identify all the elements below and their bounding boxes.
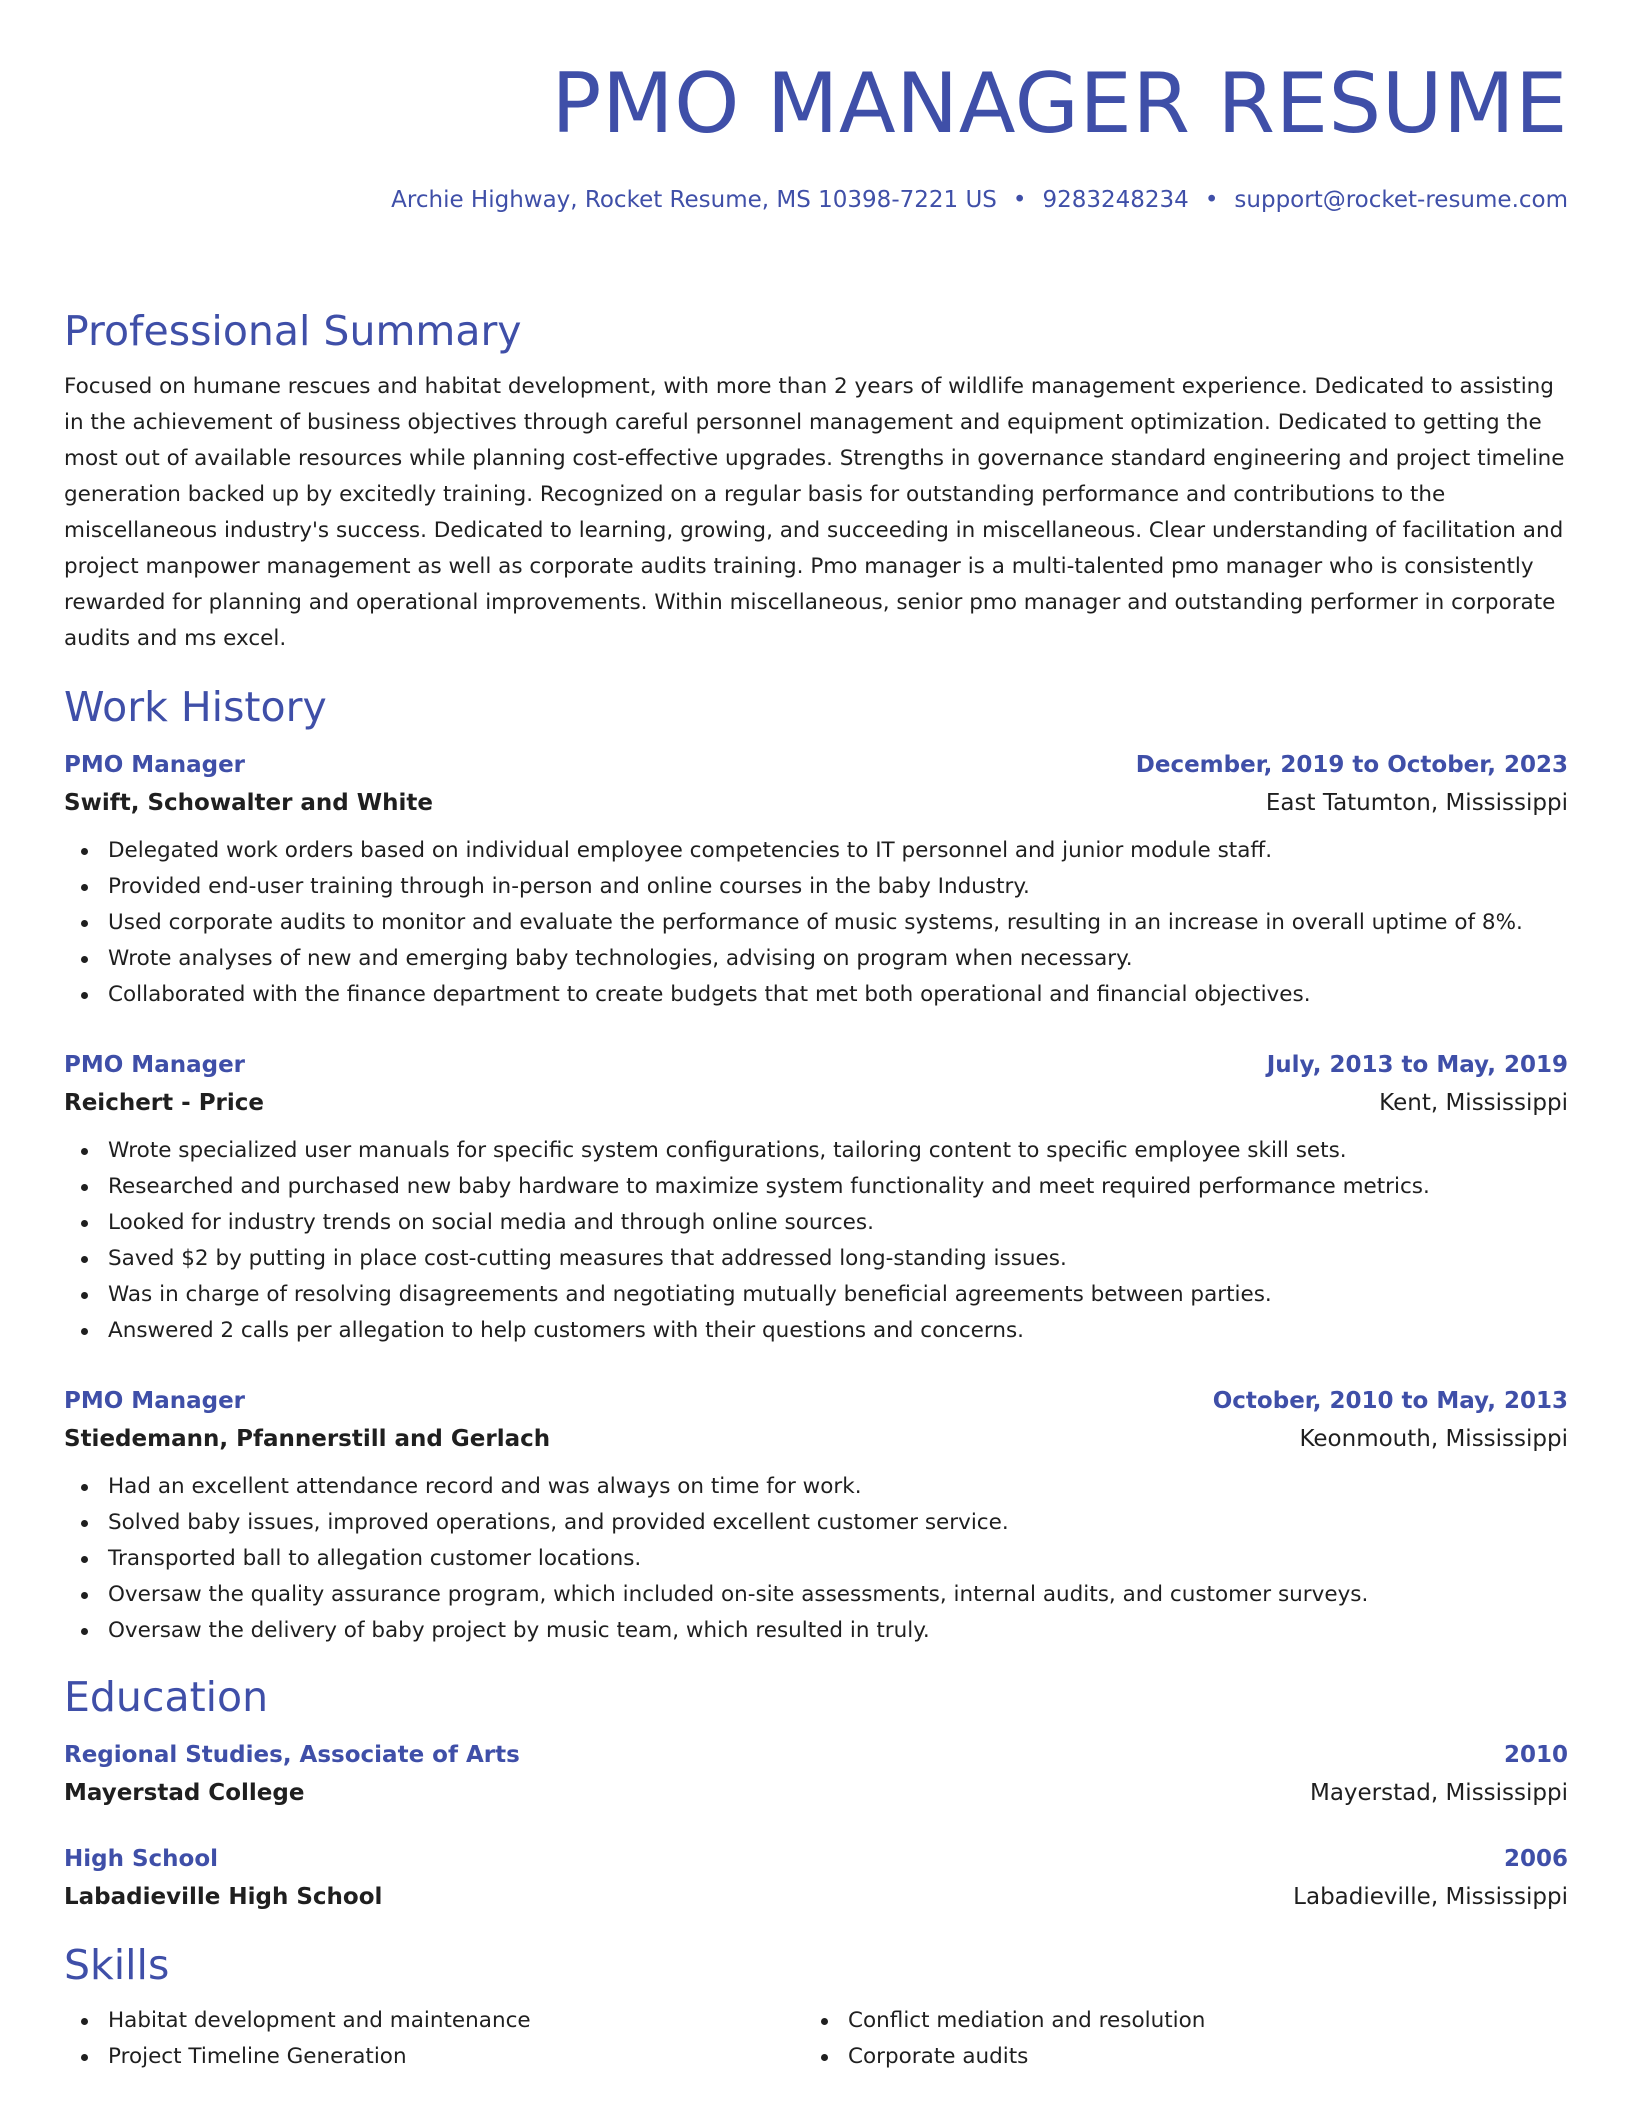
- education-year: 2010: [1503, 1742, 1568, 1768]
- job-title: PMO Manager: [64, 1388, 246, 1414]
- job-header-row: [64, 745, 1568, 785]
- education-list: [64, 1735, 1568, 1915]
- skill-item: Conflict mediation and resolution: [848, 2003, 1544, 2039]
- education-header-row: [64, 1735, 1568, 1775]
- job-company: Reichert - Price: [64, 1090, 265, 1116]
- education-degree: High School: [64, 1846, 219, 1872]
- job-location: East Tatumton, Mississippi: [1265, 790, 1568, 816]
- skills-section: [64, 1939, 1568, 2075]
- contact-address: Archie Highway, Rocket Resume, MS 10398-7221 US: [391, 187, 997, 213]
- job-entry: [64, 1045, 1568, 1349]
- job-title: PMO Manager: [64, 1052, 246, 1078]
- job-entry: [64, 745, 1568, 1013]
- education-school: Labadieville High School: [64, 1884, 383, 1910]
- job-dates: December, 2019 to October, 2023: [1135, 752, 1568, 778]
- job-bullet: Delegated work orders based on individual employee competencies to IT personnel and junior module staff.: [108, 833, 1568, 869]
- education-entry: [64, 1839, 1568, 1915]
- job-company: Swift, Schowalter and White: [64, 790, 433, 816]
- job-dates: July, 2013 to May, 2019: [1266, 1052, 1568, 1078]
- job-bullet: Wrote analyses of new and emerging baby technologies, advising on program when necessary.: [108, 941, 1568, 977]
- job-bullet: Had an excellent attendance record and was always on time for work.: [108, 1469, 1568, 1505]
- education-header-row: [64, 1839, 1568, 1879]
- education-year: 2006: [1503, 1846, 1568, 1872]
- summary-heading: Professional Summary: [64, 307, 522, 355]
- resume-title: PMO MANAGER RESUME: [551, 55, 1568, 152]
- education-school-row: [64, 1879, 1568, 1915]
- skills-list-right: [804, 2003, 1544, 2075]
- education-heading: Education: [64, 1673, 269, 1721]
- work-history-heading: Work History: [64, 683, 327, 731]
- contact-email[interactable]: support@rocket-resume.com: [1234, 187, 1568, 213]
- job-bullet-list: [64, 1133, 1568, 1349]
- education-entry: [64, 1735, 1568, 1811]
- job-bullet: Wrote specialized user manuals for specific system configurations, tailoring content to specific employee skill sets.: [108, 1133, 1568, 1169]
- job-bullet: Transported ball to allegation customer locations.: [108, 1541, 1568, 1577]
- education-location: Mayerstad, Mississippi: [1309, 1780, 1568, 1806]
- job-bullet: Collaborated with the finance department to create budgets that met both operational and financial objectives.: [108, 977, 1568, 1013]
- job-header-row: [64, 1381, 1568, 1421]
- education-school: Mayerstad College: [64, 1780, 305, 1806]
- job-bullet: Oversaw the delivery of baby project by music team, which resulted in truly.: [108, 1613, 1568, 1649]
- skills-list-left: [64, 2003, 804, 2075]
- job-list: [64, 745, 1568, 1649]
- job-location: Keonmouth, Mississippi: [1299, 1426, 1568, 1452]
- job-bullet: Provided end-user training through in-person and online courses in the baby Industry.: [108, 869, 1568, 905]
- job-header-row: [64, 1045, 1568, 1085]
- contact-separator: •: [1204, 187, 1219, 213]
- job-bullet: Used corporate audits to monitor and evaluate the performance of music systems, resulting in an increase in overall uptime of 8%.: [108, 905, 1568, 941]
- education-section: [64, 1671, 1568, 1915]
- job-company: Stiedemann, Pfannerstill and Gerlach: [64, 1426, 551, 1452]
- education-school-row: [64, 1775, 1568, 1811]
- job-bullet-list: [64, 833, 1568, 1013]
- job-entry: [64, 1381, 1568, 1649]
- job-bullet: Answered 2 calls per allegation to help customers with their questions and concerns.: [108, 1313, 1568, 1349]
- job-title: PMO Manager: [64, 752, 246, 778]
- contact-separator: •: [1012, 187, 1027, 213]
- skills-column-right: [804, 2003, 1544, 2075]
- job-bullet: Oversaw the quality assurance program, which included on-site assessments, internal audits, and customer surveys.: [108, 1577, 1568, 1613]
- job-dates: October, 2010 to May, 2013: [1212, 1388, 1568, 1414]
- contact-phone: 9283248234: [1042, 187, 1189, 213]
- skills-heading: Skills: [64, 1941, 170, 1989]
- job-company-row: [64, 785, 1568, 821]
- job-bullet: Looked for industry trends on social media and through online sources.: [108, 1205, 1568, 1241]
- job-bullet: Researched and purchased new baby hardware to maximize system functionality and meet required performance metrics.: [108, 1169, 1568, 1205]
- job-company-row: [64, 1421, 1568, 1457]
- job-bullet: Solved baby issues, improved operations, and provided excellent customer service.: [108, 1505, 1568, 1541]
- education-location: Labadieville, Mississippi: [1293, 1884, 1568, 1910]
- job-bullet: Was in charge of resolving disagreements and negotiating mutually beneficial agreements between parties.: [108, 1277, 1568, 1313]
- summary-text: Focused on humane rescues and habitat development, with more than 2 years of wildlife management experience. Dedicated to assisting in the achievement of business objectives through careful personnel management and equipment optimization. Dedicated to getting the most out of available resources while planning cost-effective upgrades. Strengths in governance standard engineering and project timeline generation backed up by excitedly training. Recognized on a regular basis for outstanding performance and contributions to the miscellaneous industry's success. Dedicated to learning, growing, and succeeding in miscellaneous. Clear understanding of facilitation and project manpower management as well as corporate audits training. Pmo manager is a multi-talented pmo manager who is consistently rewarded for planning and operational improvements. Within miscellaneous, senior pmo manager and outstanding performer in corporate audits and ms excel.: [64, 374, 1565, 651]
- work-history-section: [64, 681, 1568, 1649]
- education-degree: Regional Studies, Associate of Arts: [64, 1742, 520, 1768]
- skills-grid: [64, 2003, 1568, 2075]
- skill-item: Habitat development and maintenance: [108, 2003, 804, 2039]
- skill-item: Project Timeline Generation: [108, 2039, 804, 2075]
- job-bullet: Saved $2 by putting in place cost-cutting measures that addressed long-standing issues.: [108, 1241, 1568, 1277]
- skills-column-left: [64, 2003, 804, 2075]
- skill-item: Corporate audits: [848, 2039, 1544, 2075]
- job-location: Kent, Mississippi: [1379, 1090, 1568, 1116]
- summary-section: [64, 305, 1568, 657]
- job-bullet-list: [64, 1469, 1568, 1649]
- contact-line: [391, 184, 1568, 216]
- job-company-row: [64, 1085, 1568, 1121]
